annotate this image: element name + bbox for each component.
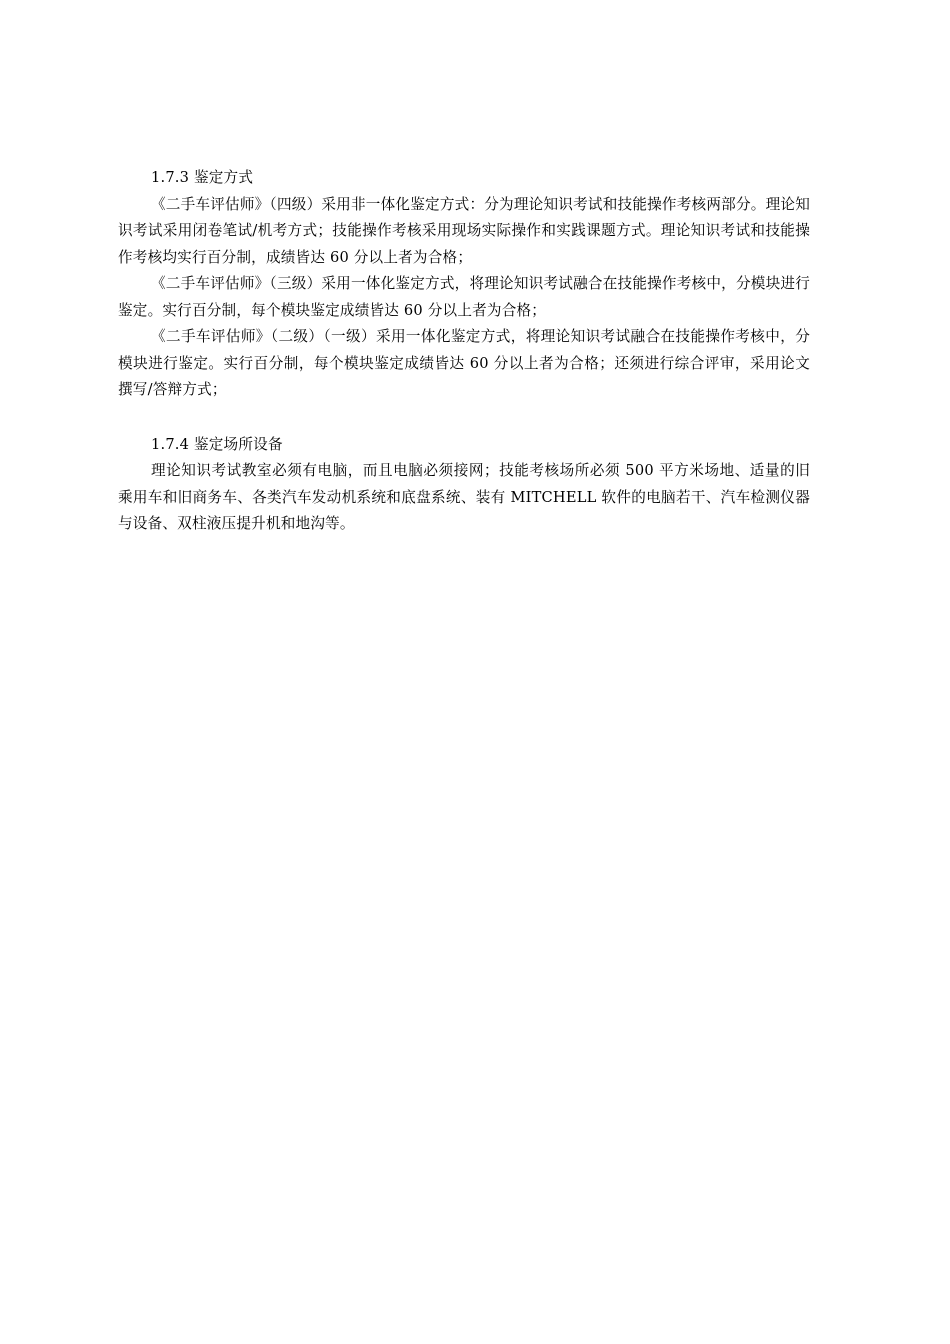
paragraph-level-2-1: 《二手车评估师》（二级）（一级）采用一体化鉴定方式，将理论知识考试融合在技能操作考核中，分模块进行鉴定。实行百分制，每个模块鉴定成绩皆达 60 分以上者为合格；还须进行综合评审，采用论文撰写/答辩方式； — [118, 328, 810, 398]
document-body — [118, 165, 810, 538]
paragraph-facilities: 理论知识考试教室必须有电脑，而且电脑必须接网；技能考核场所必须 500 平方米场地、适量的旧乘用车和旧商务车、各类汽车发动机系统和底盘系统、装有 MITCHELL 软件的电脑若干、汽车检测仪器与设备、双柱液压提升机和地沟等。 — [118, 462, 810, 532]
section-heading-1-7-4: 1.7.4 鉴定场所设备 — [151, 435, 283, 453]
section-heading-1-7-3: 1.7.3 鉴定方式 — [151, 169, 254, 186]
paragraph-level-3: 《二手车评估师》（三级）采用一体化鉴定方式，将理论知识考试融合在技能操作考核中，分模块进行鉴定。实行百分制，每个模块鉴定成绩皆达 60 分以上者为合格； — [118, 275, 810, 319]
paragraph-level-4: 《二手车评估师》（四级）采用非一体化鉴定方式：分为理论知识考试和技能操作考核两部分。理论知识考试采用闭卷笔试/机考方式；技能操作考核采用现场实际操作和实践课题方式。理论知识考试和技能操作考核均实行百分制，成绩皆达 60 分以上者为合格； — [118, 195, 810, 266]
section-spacer — [118, 404, 810, 432]
